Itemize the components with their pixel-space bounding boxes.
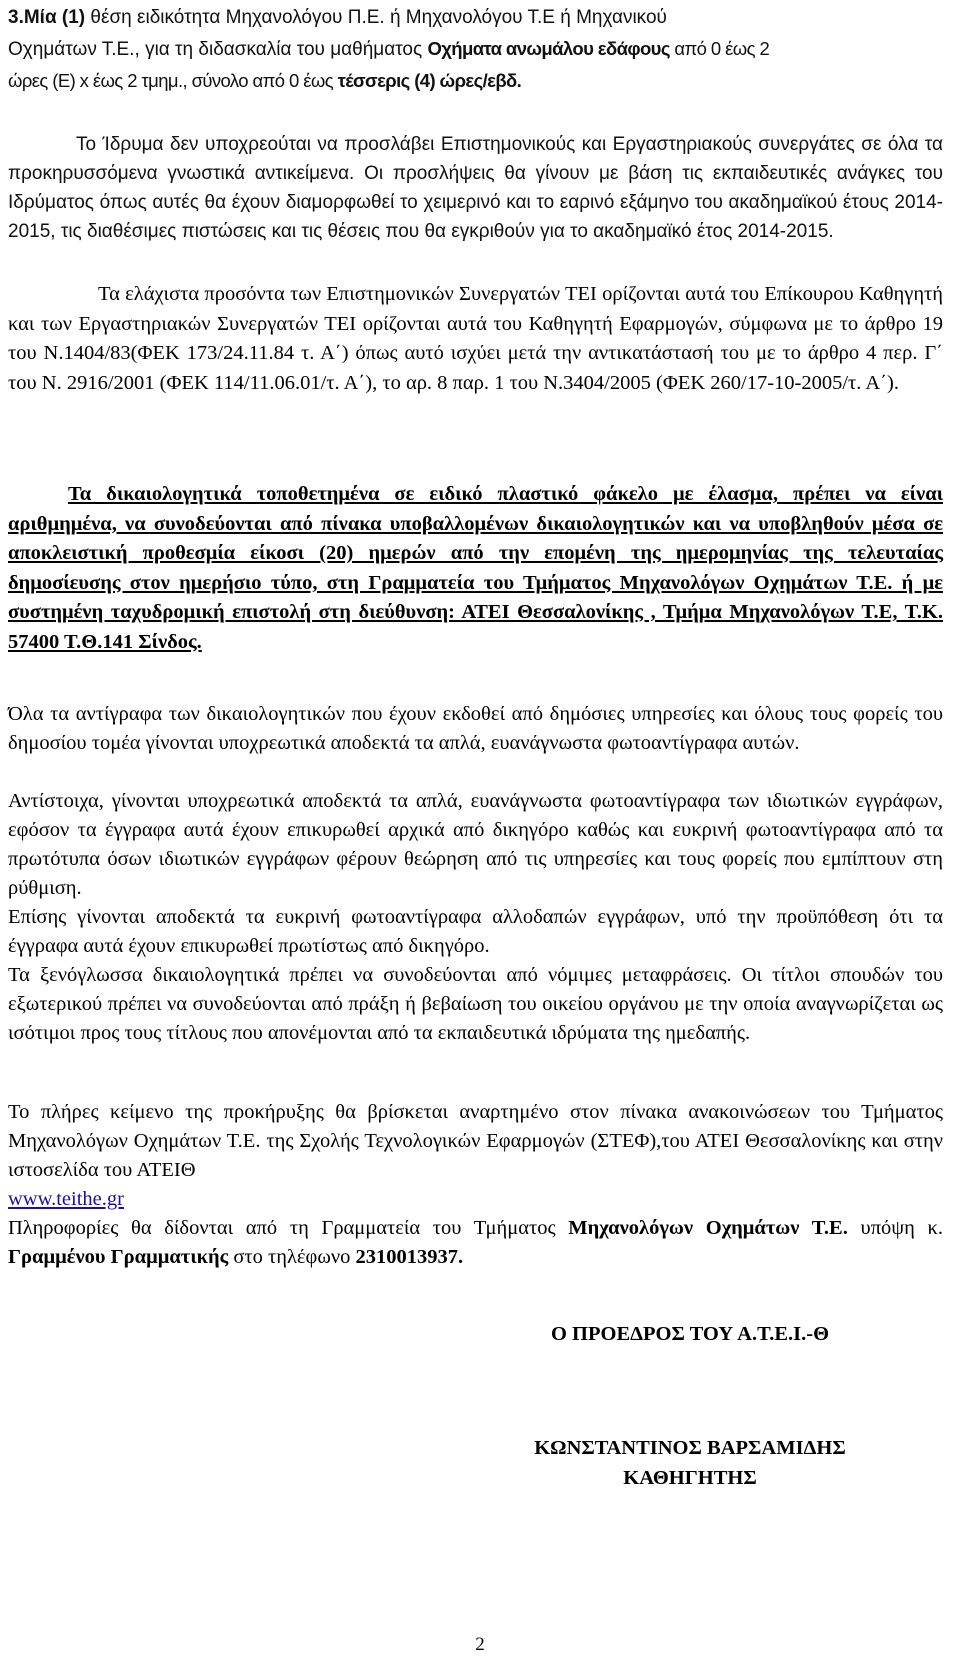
website-link[interactable]: www.teithe.gr bbox=[8, 1188, 124, 1210]
paragraph-qualifications: Τα ελάχιστα προσόντα των Επιστημονικών Συνεργατών ΤΕΙ ορίζονται αυτά του Επίκουρου Καθηγητή και των Εργαστηριακών Συνεργατών ΤΕΙ ορίζονται αυτά του Καθηγητή Εφαρμογών, σύμφωνα με το άρθρο 19 του Ν.1404/83(ΦΕΚ 173/24.11.84 τ. Α΄) όπως αυτό ισχύει μετά την αντικατάστασή του με το άρθρο 4 περ. Γ΄ του Ν. 2916/2001 (ΦΕΚ 114/11.06.01/τ. Α΄), το αρ. 8 παρ. 1 του Ν.3404/2005 (ΦΕΚ 260/17-10-2005/τ. Α΄). bbox=[8, 283, 943, 394]
paragraph-foreign-docs: Επίσης γίνονται αποδεκτά τα ευκρινή φωτοαντίγραφα αλλοδαπών εγγράφων, υπό την προϋπόθεση ότι τα έγγραφα αυτά έχουν επικυρωθεί πρωτίστως από δικηγόρο. bbox=[8, 906, 943, 957]
paragraph-copies-private: Αντίστοιχα, γίνονται υποχρεωτικά αποδεκτά τα απλά, ευανάγνωστα φωτοαντίγραφα των ιδιωτικών εγγράφων, εφόσον τα έγγραφα αυτά έχουν επικυρωθεί αρχικά από δικηγόρο καθώς και ευκρινή φωτοαντίγραφα από τα πρωτότυπα όσων ιδιωτικών εγγράφων φέρουν θεώρηση από τις υπηρεσίες και τους φορείς που εμπίπτουν στη ρύθμιση. bbox=[8, 790, 943, 899]
signature-name: ΚΩΝΣΤΑΝΤΙΝΟΣ ΒΑΡΣΑΜΙΔΗΣ bbox=[534, 1437, 846, 1459]
signature-title: Ο ΠΡΟΕΔΡΟΣ ΤΟΥ Α.Τ.Ε.Ι.-Θ bbox=[550, 1323, 830, 1345]
page-number: 2 bbox=[475, 1634, 485, 1655]
paragraph-copies-public: Όλα τα αντίγραφα των δικαιολογητικών που έχουν εκδοθεί από δημόσιες υπηρεσίες και όλους τους φορείς του δημοσίου τομέα γίνονται υποχρεωτικά αποδεκτά τα απλά, ευανάγνωστα φωτοαντίγραφα αυτών. bbox=[8, 703, 943, 754]
paragraph-institution: Το Ίδρυμα δεν υποχρεούται να προσλάβει Επιστημονικούς και Εργαστηριακούς συνεργάτες σε όλα τα προκηρυσσόμενα γνωστικά αντικείμενα. Οι προσλήψεις θα γίνουν με βάση τις εκπαιδευτικές ανάγκες του Ιδρύματος όπως αυτές θα έχουν διαμορφωθεί το χειμερινό και το εαρινό εξάμηνο του ακαδημαϊκού έτους 2014-2015, τις διαθέσιμες πιστώσεις και τις θέσεις που θα εγκριθούν για το ακαδημαϊκό έτος 2014-2015. bbox=[8, 134, 943, 242]
course-name: Οχήματα ανωμάλου εδάφους bbox=[427, 38, 670, 59]
contact-person: Γραμμένου Γραμματικής bbox=[8, 1246, 229, 1268]
paragraph-translations: Τα ξενόγλωσσα δικαιολογητικά πρέπει να συνοδεύονται από νόμιμες μεταφράσεις. Οι τίτλοι σπουδών του εξωτερικού πρέπει να συνοδεύονται από πράξη ή βεβαίωση του οικείου οργάνου με την οποία αναγνωρίζεται ως ισότιμοι προς τους τίτλους που απονέμονται από τα εκπαιδευτικά ιδρύματα της ημεδαπής. bbox=[8, 964, 943, 1044]
signature-role: ΚΑΘΗΓΗΤΗΣ bbox=[623, 1467, 757, 1489]
hours-total: τέσσερις (4) ώρες/εβδ. bbox=[337, 70, 522, 91]
paragraph-submission: Τα δικαιολογητικά τοποθετημένα σε ειδικό πλαστικό φάκελο με έλασμα, πρέπει να είναι αριθμημένα, να συνοδεύονται από πίνακα υποβαλλομένων δικαιολογητικών και να υποβληθούν μέσα σε αποκλειστική προθεσμία είκοσι (20) ημερών από την επομένη της ημερομηνίας της τελευταίας δημοσίευσης στον ημερήσιο τύπο, στη Γραμματεία του Τμήματος Μηχανολόγων Οχημάτων Τ.Ε. ή με συστημένη ταχυδρομική επιστολή στη διεύθυνση: ΑΤΕΙ Θεσσαλονίκης , Τμήμα Μηχανολόγων Τ.Ε, Τ.Κ. 57400 Τ.Θ.141 Σίνδος. bbox=[8, 483, 943, 653]
position-number: 3.Μία (1) bbox=[8, 7, 86, 28]
paragraph-full-text: Το πλήρες κείμενο της προκήρυξης θα βρίσκεται αναρτημένο στον πίνακα ανακοινώσεων του Τμήματος Μηχανολόγων Οχημάτων Τ.Ε. της Σχολής Τεχνολογικών Εφαρμογών (ΣΤΕΦ),του ΑΤΕΙ Θεσσαλονίκης και στην ιστοσελίδα του ΑΤΕΙΘ www.teithe.gr bbox=[8, 1101, 943, 1210]
contact-phone: 2310013937. bbox=[355, 1246, 464, 1268]
paragraph-info: Πληροφορίες θα δίδονται από τη Γραμματεία του Τμήματος Μηχανολόγων Οχημάτων Τ.Ε. υπόψη κ. Γραμμένου Γραμματικής στο τηλέφωνο 2310013937. bbox=[8, 1217, 943, 1268]
section-3-heading: 3.Μία (1) θέση ειδικότητα Μηχανολόγου Π.Ε. ή Μηχανολόγου Τ.Ε ή Μηχανικού Οχημάτων Τ.Ε., για τη διδασκαλία του μαθήματος Οχήματα ανωμάλου εδάφους από 0 έως 2 ώρες (Ε) x έως 2 τμημ., σύνολο από 0 έως τέσσερις (4) ώρες/εβδ. bbox=[8, 7, 770, 91]
